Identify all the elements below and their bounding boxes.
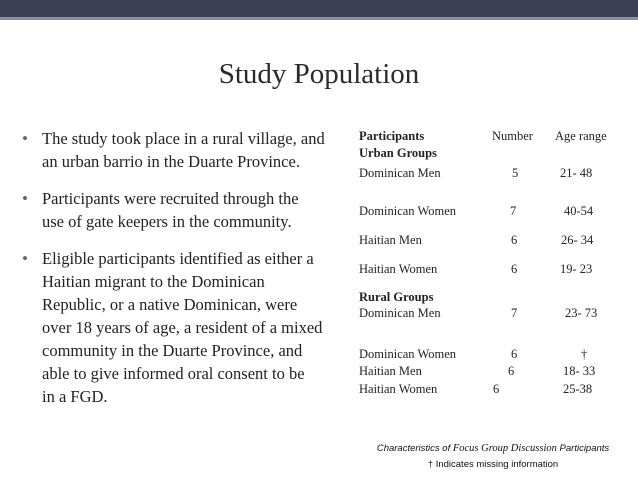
table-row-group: Dominican Women [359,347,457,361]
bullet-line: Haitian migrant to the Dominican [42,272,265,291]
table-row-number: 7 [511,306,518,320]
bullet-line: an urban barrio in the Duarte Province. [42,152,300,171]
table-row-group: Haitian Men [359,364,422,378]
table-row-number: 6 [511,347,518,361]
table-row-group: Dominican Men [359,166,441,180]
table-row-age: 21- 48 [560,166,593,180]
table-row-number: 6 [493,382,500,396]
table-row-number: 6 [508,364,515,378]
table-row-group: Dominican Men [359,306,441,320]
bullet-line: Eligible participants identified as either a [42,249,314,268]
table-row-number: 5 [512,166,519,180]
table-row-group: Haitian Women [359,382,438,396]
table-row-age: 18- 33 [563,364,596,378]
table-row-number: 6 [511,262,518,276]
table-row-age: 25-38 [563,382,593,396]
bullet-line: in a FGD. [42,387,108,406]
caption-serif-text: Focus Group Discussion [452,443,557,454]
slide-title: Study Population [218,58,420,90]
header-age-range: Age range [555,129,607,143]
bullet-list [20,127,350,422]
rural-groups-label: Rural Groups [359,290,434,304]
top-accent-bar [0,0,638,17]
table-row-number: 6 [511,233,518,247]
table-row-age: 23- 73 [565,306,598,320]
table-row-number: 7 [510,204,517,218]
bullet-item [20,247,350,408]
bullet-line: able to give informed oral consent to be [42,364,305,383]
header-number: Number [492,129,533,143]
bullet-line: community in the Duarte Province, and [42,341,303,360]
bullet-line: The study took place in a rural village, and [42,129,325,148]
table-row-group: Haitian Men [359,233,422,247]
bullet-icon: • [22,249,28,268]
table-row-group: Haitian Women [359,262,438,276]
table-caption [358,443,628,454]
table-row-age: 40-54 [564,204,594,218]
header-participants: Participants [359,129,425,143]
table-row-group: Dominican Women [359,204,457,218]
caption-prefix: Characteristics of [376,443,453,454]
bullet-item [20,187,350,233]
table-row-age: † [581,347,588,361]
bullet-line: over 18 years of age, a resident of a mixed [42,318,323,337]
bullet-line: use of gate keepers in the community. [42,212,292,231]
table-row-age: 26- 34 [561,233,594,247]
caption-suffix: Participants [556,443,610,454]
table-row-age: 19- 23 [560,262,593,276]
bullet-line: Participants were recruited through the [42,189,299,208]
urban-groups-label: Urban Groups [359,146,437,160]
top-accent-line [0,17,638,20]
bullet-item [20,127,350,173]
missing-info-note: † Indicates missing information [427,459,559,470]
bullet-icon: • [22,189,28,208]
bullet-line: Republic, or a native Dominican, were [42,295,298,314]
bullet-icon: • [22,129,28,148]
